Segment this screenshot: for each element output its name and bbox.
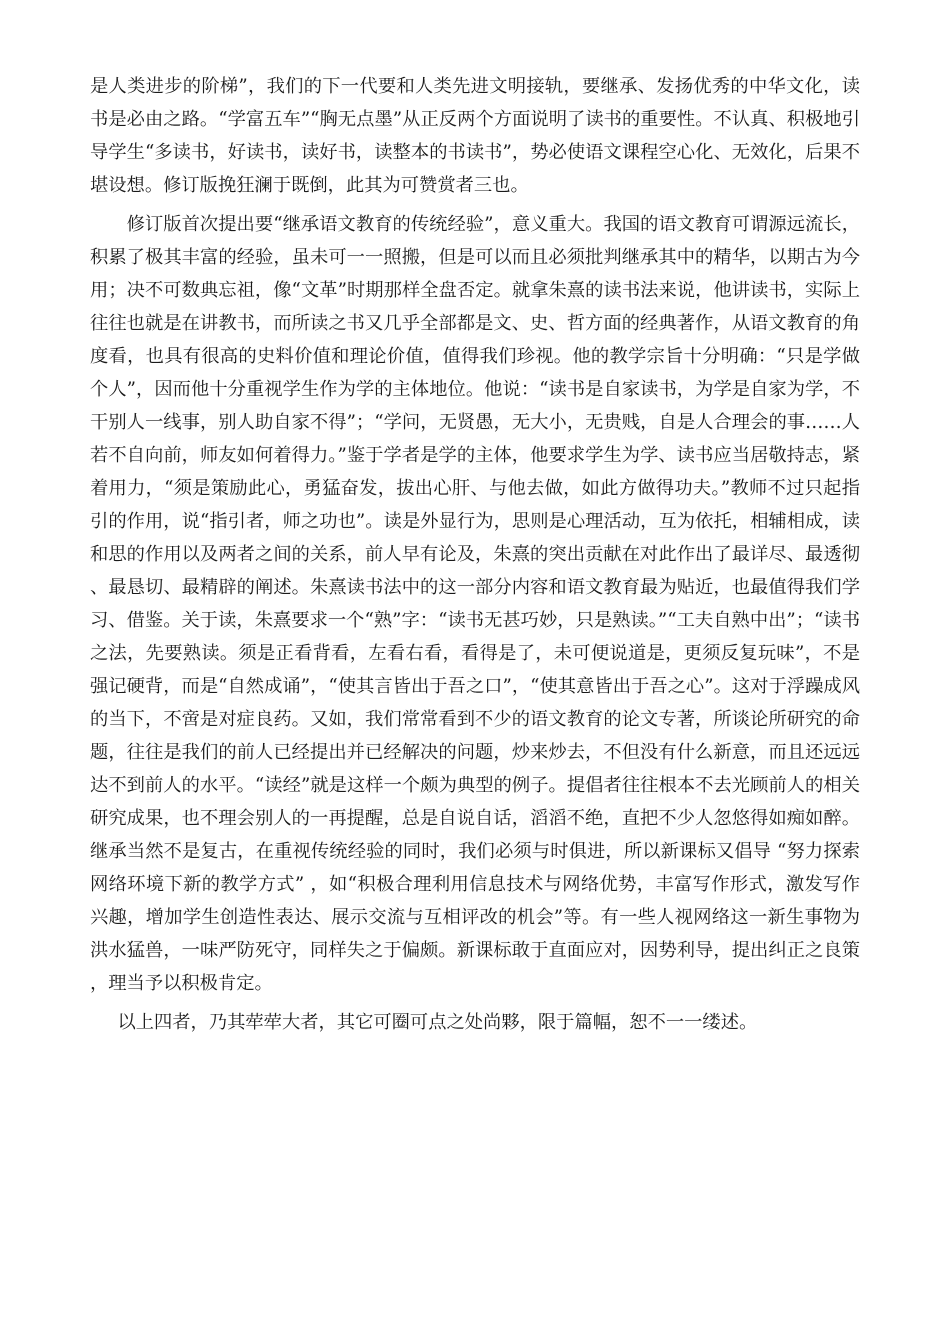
paragraph-continuation: 是人类进步的阶梯”，我们的下一代要和人类先进文明接轨，要继承、发扬优秀的中华文化，读书是必由之路。“学富五车”“胸无点墨”从正反两个方面说明了读书的重要性。不认真、积极地引导学生“多读书，好读书，读好书，读整本的书读书”，势必使语文课程空心化、无效化，后果不堪设想。修订版挽狂澜于既倒，此其为可赞赏者三也。 — [90, 76, 860, 196]
paragraph-traditional-experience: 修订版首次提出要“继承语文教育的传统经验”，意义重大。我国的语文教育可谓源远流长，积累了极其丰富的经验，虽未可一一照搬，但是可以而且必须批判继承其中的精华，以期古为今用；决不可数典忘祖，像“文革”时期那样全盘否定。就拿朱熹的读书法来说，他讲读书，实际上往往也就是在讲教书，而所读之书又几乎全部都是文、史、哲方面的经典著作，从语文教育的角度看，也具有很高的史料价值和理论价值，值得我们珍视。他的教学宗旨十分明确：“只是学做个人”，因而他十分重视学生作为学的主体地位。他说：“读书是自家读书，为学是自家为学，不干别人一线事，别人助自家不得”；“学问，无贤愚，无大小，无贵贱，自是人合理会的事……人若不自向前，师友如何着得力。”鉴于学者是学的主体，他要求学生为学、读书应当居敬持志，紧着用力，“须是策励此心，勇猛奋发，拔出心肝、与他去做，如此方做得功夫。”教师不过只起指引的作用，说“指引者，师之功也”。读是外显行为，思则是心理活动，互为依托，相辅相成，读和思的作用以及两者之间的关系，前人早有论及，朱熹的突出贡献在对此作出了最详尽、最透彻、最恳切、最精辟的阐述。朱熹读书法中的这一部分内容和语文教育最为贴近，也最值得我们学习、借鉴。关于读，朱熹要求一个“熟”字：“读书无甚巧妙，只是熟读。”“工夫自熟中出”；“读书之法，先要熟读。须是正看背看，左看右看，看得是了，未可便说道是，更须反复玩味”，不是强记硬背，而是“自然成诵”，“使其言皆出于吾之口”，“使其意皆出于吾之心”。这对于浮躁成风的当下，不啻是对症良药。又如，我们常常看到不少的语文教育的论文专著，所谈论所研究的命题，往往是我们的前人已经提出并已经解决的问题，炒来炒去，不但没有什么新意，而且还远远达不到前人的水平。“读经”就是这样一个颇为典型的例子。提倡者往往根本不去光顾前人的相关研究成果，也不理会别人的一再提醒，总是自说自话，滔滔不绝，直把不少人忽悠得如痴如醉。继承当然不是复古，在重视传统经验的同时，我们必须与时俱进，所以新课标又倡导 “努力探索网络环境下新的教学方式” ，如“积极合理利用信息技术与网络优势，丰富写作形式，激发写作兴趣，增加学生创造性表达、展示交流与互相评改的机会”等。有一些人视网络这一新生事物为洪水猛兽，一味严防死守，同样失之于偏颇。新课标敢于直面应对，因势利导，提出纠正之良策，理当予以积极肯定。 — [90, 214, 860, 994]
paragraph-conclusion: 以上四者，乃其荦荦大者，其它可圈可点之处尚夥，限于篇幅，恕不一一缕述。 — [117, 1012, 758, 1033]
